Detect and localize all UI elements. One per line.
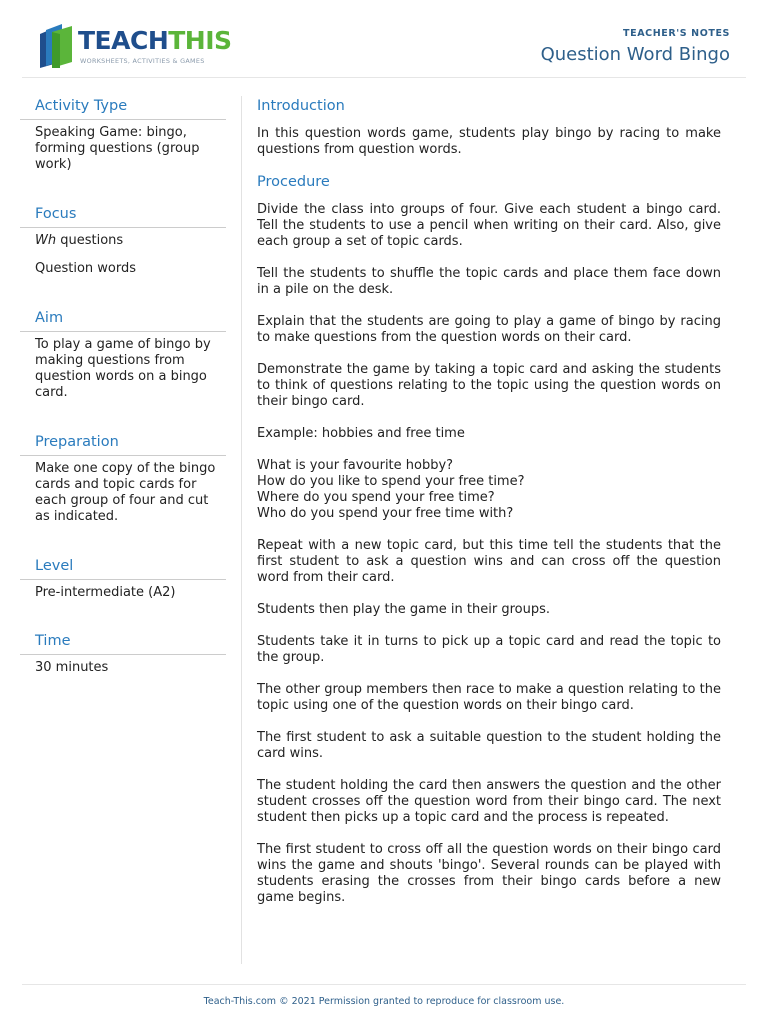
procedure-step-8: The other group members then race to make a question relating to the topic using one of the question words on their bingo card. bbox=[257, 682, 721, 713]
column-divider bbox=[241, 96, 242, 964]
preparation-heading: Preparation bbox=[20, 432, 226, 456]
time-heading: Time bbox=[20, 631, 226, 655]
procedure-heading: Procedure bbox=[257, 174, 330, 190]
activity-type-text: Speaking Game: bingo, forming questions (group work) bbox=[35, 125, 200, 172]
time-text: 30 minutes bbox=[35, 660, 109, 675]
procedure-step-9: The first student to ask a suitable question to the student holding the card wins. bbox=[257, 730, 721, 761]
example-question: Where do you spend your free time? bbox=[257, 490, 495, 505]
page-header bbox=[22, 14, 746, 78]
example-question: How do you like to spend your free time? bbox=[257, 474, 525, 489]
logo-tagline: WORKSHEETS, ACTIVITIES & GAMES bbox=[80, 57, 205, 65]
level-heading: Level bbox=[20, 556, 226, 580]
example-question: What is your favourite hobby? bbox=[257, 458, 454, 473]
level-text: Pre-intermediate (A2) bbox=[35, 585, 176, 600]
example-question: Who do you spend your free time with? bbox=[257, 506, 514, 521]
level-section bbox=[20, 556, 226, 627]
focus-item-wh-questions bbox=[35, 233, 222, 249]
book-logo-icon bbox=[36, 24, 76, 68]
procedure-step-4: Demonstrate the game by taking a topic card and asking the students to think of questions relating to the topic using the question words on their bingo card. bbox=[257, 362, 721, 409]
activity-type-section bbox=[20, 96, 226, 200]
procedure-step-11: The first student to cross off all the question words on their bingo card wins the game and shouts 'bingo'. Several rounds can be played with students erasing the crosses from their bingo cards before a new game begins. bbox=[257, 842, 721, 905]
introduction-text: In this question words game, students play bingo by racing to make questions from question words. bbox=[257, 126, 721, 157]
focus-heading: Focus bbox=[20, 204, 226, 228]
aim-text: To play a game of bingo by making questions from question words on a bingo card. bbox=[35, 337, 211, 400]
introduction-heading: Introduction bbox=[257, 98, 345, 114]
footer-copyright: Teach-This.com © 2021 Permission granted to reproduce for classroom use. bbox=[203, 996, 565, 1007]
footer-divider bbox=[22, 984, 746, 985]
focus-item-question-words: Question words bbox=[35, 261, 137, 276]
sidebar bbox=[20, 96, 226, 688]
procedure-step-10: The student holding the card then answers the question and the other student crosses off the question word from their bingo card. The next student then picks up a topic card and the process is repeated. bbox=[257, 778, 721, 825]
procedure-step-1: Divide the class into groups of four. Give each student a bingo card. Tell the students to use a pencil when writing on their card. Also, give each group a set of topic cards. bbox=[257, 202, 721, 249]
preparation-text: Make one copy of the bingo cards and topic cards for each group of four and cut as indicated. bbox=[35, 461, 216, 524]
page-title: Question Word Bingo bbox=[540, 44, 730, 65]
focus-item-rest: questions bbox=[56, 233, 124, 248]
teachers-notes-label: TEACHER'S NOTES bbox=[623, 28, 730, 39]
preparation-section bbox=[20, 432, 226, 552]
aim-section bbox=[20, 308, 226, 428]
main-content bbox=[257, 96, 721, 922]
logo-word-this: THIS bbox=[168, 26, 232, 55]
activity-type-heading: Activity Type bbox=[20, 96, 226, 120]
focus-item-italic: Wh bbox=[35, 233, 57, 248]
example-label: Example: hobbies and free time bbox=[257, 426, 465, 441]
procedure-step-2: Tell the students to shuffle the topic cards and place them face down in a pile on the desk. bbox=[257, 266, 721, 297]
logo-word-teach: TEACH bbox=[78, 26, 169, 55]
time-section bbox=[20, 631, 226, 676]
procedure-step-3: Explain that the students are going to play a game of bingo by racing to make questions from the question words on their card. bbox=[257, 314, 721, 345]
example-questions-list bbox=[257, 458, 721, 522]
procedure-step-6: Students then play the game in their groups. bbox=[257, 602, 550, 617]
focus-section bbox=[20, 204, 226, 304]
aim-heading: Aim bbox=[20, 308, 226, 332]
procedure-step-7: Students take it in turns to pick up a topic card and read the topic to the group. bbox=[257, 634, 721, 665]
logo-wordmark bbox=[78, 26, 232, 56]
procedure-step-5: Repeat with a new topic card, but this time tell the students that the first student to ask a question wins and can cross off the question word from their card. bbox=[257, 538, 721, 585]
teach-this-logo[interactable] bbox=[36, 24, 256, 70]
